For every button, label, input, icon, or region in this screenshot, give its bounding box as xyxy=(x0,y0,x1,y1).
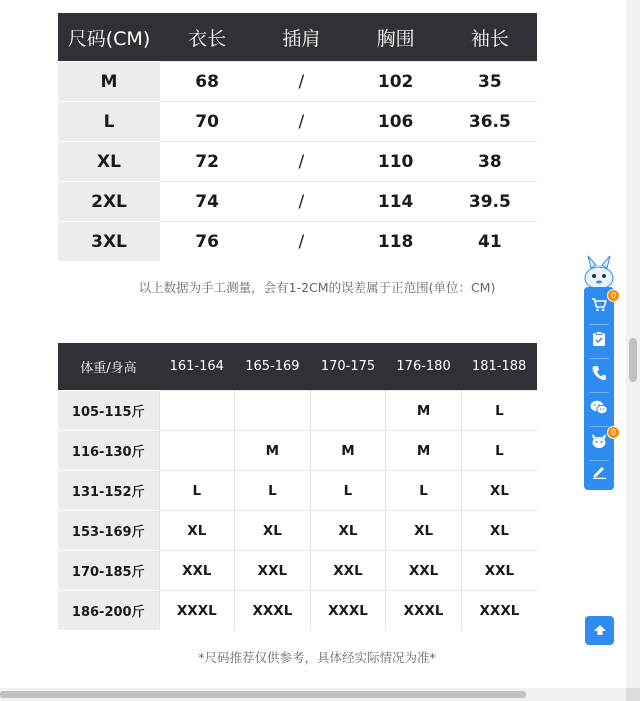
table-cell: XXXL xyxy=(461,591,537,631)
weight-label: 116-130斤 xyxy=(58,431,159,471)
header-height-range: 170-175 xyxy=(310,343,386,391)
feedback-button[interactable] xyxy=(584,456,614,490)
header-sleeve: 袖长 xyxy=(443,13,537,62)
cart-badge: 0 xyxy=(607,289,620,302)
table-row xyxy=(58,391,537,431)
wechat-button[interactable] xyxy=(584,392,614,426)
table-cell: M xyxy=(310,431,386,471)
measurement-note: 以上数据为手工测量，会有1-2CM的误差属于正范围(单位：CM) xyxy=(138,280,496,295)
size-chart-header-row xyxy=(58,13,537,62)
table-cell: L xyxy=(310,471,386,511)
phone-button[interactable] xyxy=(584,358,614,392)
table-cell: XXL xyxy=(159,551,235,591)
horizontal-scrollbar-thumb[interactable] xyxy=(0,691,526,698)
scrollbar-corner xyxy=(626,688,640,701)
wechat-icon xyxy=(590,400,608,419)
header-length: 衣长 xyxy=(160,13,254,62)
header-height-range: 181-188 xyxy=(461,343,537,391)
table-cell: XXL xyxy=(461,551,537,591)
table-row xyxy=(58,471,537,511)
table-cell: XXL xyxy=(386,551,462,591)
table-cell: L xyxy=(159,471,235,511)
table-cell: 68 xyxy=(160,62,254,102)
orders-button[interactable] xyxy=(584,324,614,358)
table-cell: 38 xyxy=(443,142,537,182)
table-row xyxy=(58,62,537,102)
table-row xyxy=(58,182,537,222)
header-height-range: 165-169 xyxy=(235,343,311,391)
vertical-scrollbar[interactable] xyxy=(626,0,640,688)
table-cell xyxy=(159,431,235,471)
header-weight-height: 体重/身高 xyxy=(58,343,159,391)
phone-icon xyxy=(592,365,606,385)
vertical-scrollbar-thumb[interactable] xyxy=(629,338,637,382)
table-cell: XXXL xyxy=(310,591,386,631)
weight-label: 153-169斤 xyxy=(58,511,159,551)
size-label: 3XL xyxy=(58,222,160,262)
table-cell: / xyxy=(254,102,348,142)
table-cell: M xyxy=(235,431,311,471)
table-row xyxy=(58,222,537,262)
service-button[interactable] xyxy=(584,426,617,460)
table-cell xyxy=(159,391,235,431)
table-cell: XL xyxy=(235,511,311,551)
arrow-up-icon xyxy=(593,621,607,640)
table-cell xyxy=(235,391,311,431)
weight-label: 170-185斤 xyxy=(58,551,159,591)
size-chart-table xyxy=(58,13,537,261)
table-cell: 72 xyxy=(160,142,254,182)
floating-sidebar xyxy=(584,287,617,490)
header-size: 尺码(CM) xyxy=(58,13,160,62)
table-cell: M xyxy=(386,391,462,431)
header-chest: 胸围 xyxy=(349,13,443,62)
back-to-top-button[interactable] xyxy=(585,616,614,645)
table-row xyxy=(58,551,537,591)
table-cell: 114 xyxy=(349,182,443,222)
cart-button[interactable] xyxy=(584,289,617,323)
table-row xyxy=(58,511,537,551)
size-label: M xyxy=(58,62,160,102)
table-cell: XXL xyxy=(310,551,386,591)
service-icon xyxy=(591,433,607,453)
table-cell: / xyxy=(254,142,348,182)
table-row xyxy=(58,431,537,471)
table-cell: M xyxy=(386,431,462,471)
weight-label: 131-152斤 xyxy=(58,471,159,511)
table-cell: XL xyxy=(461,471,537,511)
table-cell: / xyxy=(254,222,348,262)
table-cell: XL xyxy=(386,511,462,551)
size-label: XL xyxy=(58,142,160,182)
mascot-icon[interactable] xyxy=(582,254,616,290)
horizontal-scrollbar[interactable] xyxy=(0,688,626,701)
table-cell: XXXL xyxy=(159,591,235,631)
table-cell xyxy=(310,391,386,431)
recommendation-header-row xyxy=(58,343,537,391)
table-cell: XL xyxy=(461,511,537,551)
table-cell: 74 xyxy=(160,182,254,222)
table-cell: 102 xyxy=(349,62,443,102)
service-badge: 0 xyxy=(607,426,620,439)
header-height-range: 176-180 xyxy=(386,343,462,391)
clipboard-icon xyxy=(592,331,606,351)
table-cell: 35 xyxy=(443,62,537,102)
table-row xyxy=(58,102,537,142)
edit-icon xyxy=(592,464,607,483)
table-cell: XXL xyxy=(235,551,311,591)
size-label: L xyxy=(58,102,160,142)
table-cell: / xyxy=(254,62,348,102)
header-raglan: 插肩 xyxy=(254,13,348,62)
table-cell: XL xyxy=(310,511,386,551)
table-cell: 76 xyxy=(160,222,254,262)
table-cell: XXXL xyxy=(386,591,462,631)
size-recommendation-table xyxy=(58,343,537,630)
weight-label: 105-115斤 xyxy=(58,391,159,431)
header-height-range: 161-164 xyxy=(159,343,235,391)
table-cell: L xyxy=(235,471,311,511)
recommendation-note: *尺码推荐仅供参考，具体经实际情况为准* xyxy=(198,650,436,665)
table-cell: L xyxy=(386,471,462,511)
table-cell: 36.5 xyxy=(443,102,537,142)
table-cell: 39.5 xyxy=(443,182,537,222)
table-row xyxy=(58,142,537,182)
weight-label: 186-200斤 xyxy=(58,591,159,631)
table-cell: 70 xyxy=(160,102,254,142)
table-row xyxy=(58,591,537,631)
table-cell: L xyxy=(461,391,537,431)
table-cell: L xyxy=(461,431,537,471)
table-cell: 106 xyxy=(349,102,443,142)
cart-icon xyxy=(591,297,607,316)
table-cell: XXXL xyxy=(235,591,311,631)
table-cell: XL xyxy=(159,511,235,551)
table-cell: 110 xyxy=(349,142,443,182)
table-cell: / xyxy=(254,182,348,222)
size-label: 2XL xyxy=(58,182,160,222)
table-cell: 41 xyxy=(443,222,537,262)
table-cell: 118 xyxy=(349,222,443,262)
